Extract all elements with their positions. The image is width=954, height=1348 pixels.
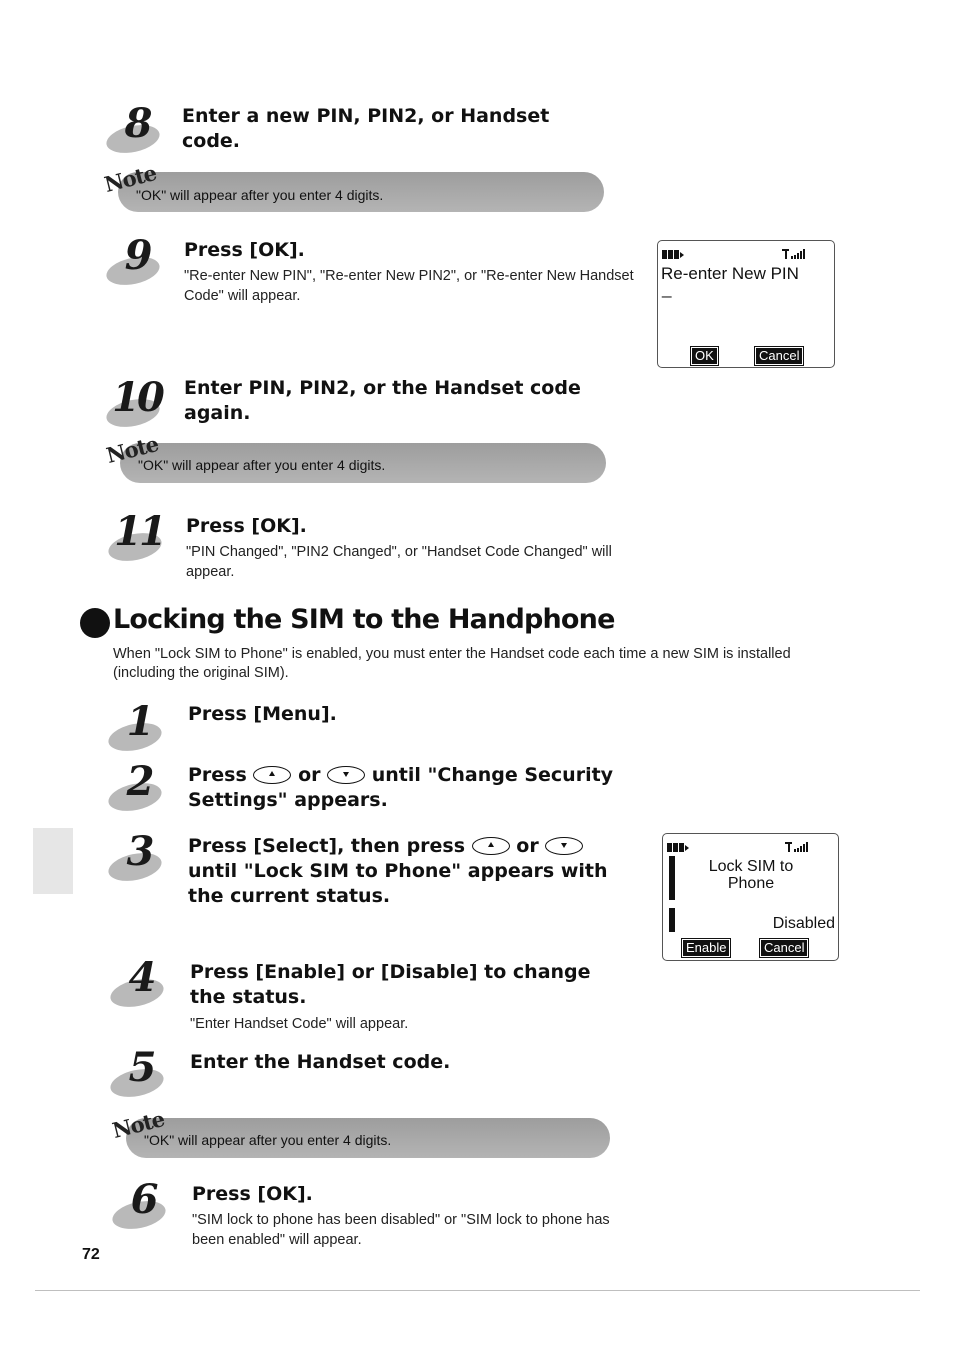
note-1-text: "OK" will appear after you enter 4 digits. — [136, 187, 384, 203]
note-2-label: Note — [103, 431, 161, 468]
page-number: 72 — [82, 1246, 100, 1263]
step-8-title: Enter a new PIN, PIN2, or Handset code. — [182, 105, 550, 152]
screen-2-line-2: Phone — [727, 875, 775, 892]
step-1-number: 1 — [106, 702, 168, 756]
phone-screen-reenter-pin — [657, 240, 835, 368]
battery-icon — [667, 843, 689, 852]
step-4-title: Press [Enable] or [Disable] to change the status. — [190, 961, 591, 1008]
step-9-title: Press [OK]. — [184, 239, 305, 261]
signal-strength-icon — [785, 842, 808, 852]
step-6-body: "SIM lock to phone has been disabled" or "SIM lock to phone has been enabled" will appear. — [192, 1212, 610, 1248]
step-9-number: 9 — [104, 236, 166, 290]
step-2-number: 2 — [106, 762, 168, 816]
note-2-text: "OK" will appear after you enter 4 digits. — [138, 457, 386, 473]
step-3-title: Press [Select], then press or until "Lock SIM to Phone" appears with the current status. — [188, 835, 608, 907]
note-1-label: Note — [101, 160, 159, 197]
scrollbar-gap — [669, 900, 675, 908]
screen-2-status: Disabled — [772, 915, 835, 932]
step-6-number: 6 — [110, 1180, 172, 1234]
signal-strength-icon — [782, 249, 805, 259]
step-3-number: 3 — [106, 832, 168, 886]
softkey-enable[interactable]: Enable — [683, 940, 729, 956]
softkey-cancel[interactable]: Cancel — [756, 348, 802, 364]
step-8-number: 8 — [104, 104, 166, 158]
step-11-number: 11 — [106, 512, 168, 566]
step-11-title: Press [OK]. — [186, 515, 307, 537]
step-5-number: 5 — [108, 1048, 170, 1102]
section-description: When "Lock SIM to Phone" is enabled, you must enter the Handset code each time a new SIM is installed (including the original SIM). — [113, 646, 791, 681]
step-4-number: 4 — [108, 958, 170, 1012]
battery-icon — [662, 250, 684, 259]
step-1-title: Press [Menu]. — [188, 703, 337, 725]
edge-thumb-tab — [33, 828, 73, 894]
step-11-body: "PIN Changed", "PIN2 Changed", or "Handset Code Changed" will appear. — [186, 544, 612, 580]
step-4-body: "Enter Handset Code" will appear. — [190, 1016, 409, 1032]
scrollbar-track[interactable] — [669, 856, 675, 932]
down-arrow-key-icon — [327, 766, 365, 784]
step-10-title: Enter PIN, PIN2, or the Handset code again. — [184, 377, 581, 424]
step-2-title: Press or until "Change Security Settings" appears. — [188, 764, 614, 811]
screen-1-title: Re-enter New PIN — [661, 264, 799, 283]
step-9-body: "Re-enter New PIN", "Re-enter New PIN2", or "Re-enter New Handset Code" will appear. — [184, 268, 634, 304]
softkey-ok[interactable]: OK — [692, 348, 717, 364]
step-6-title: Press [OK]. — [192, 1183, 313, 1205]
down-arrow-key-icon — [545, 837, 583, 855]
phone-screen-lock-sim — [662, 833, 839, 961]
screen-2-line-1: Lock SIM to — [708, 858, 794, 875]
section-bullet — [80, 608, 110, 638]
up-arrow-key-icon — [472, 837, 510, 855]
note-3-label: Note — [109, 1106, 167, 1143]
step-10-number: 10 — [104, 378, 166, 432]
screen-1-cursor: _ — [662, 279, 672, 298]
footer-rule — [35, 1290, 920, 1291]
note-3-text: "OK" will appear after you enter 4 digits. — [144, 1132, 392, 1148]
step-5-title: Enter the Handset code. — [190, 1051, 451, 1073]
section-title: Locking the SIM to the Handphone — [113, 604, 615, 635]
up-arrow-key-icon — [253, 766, 291, 784]
softkey-cancel[interactable]: Cancel — [761, 940, 807, 956]
